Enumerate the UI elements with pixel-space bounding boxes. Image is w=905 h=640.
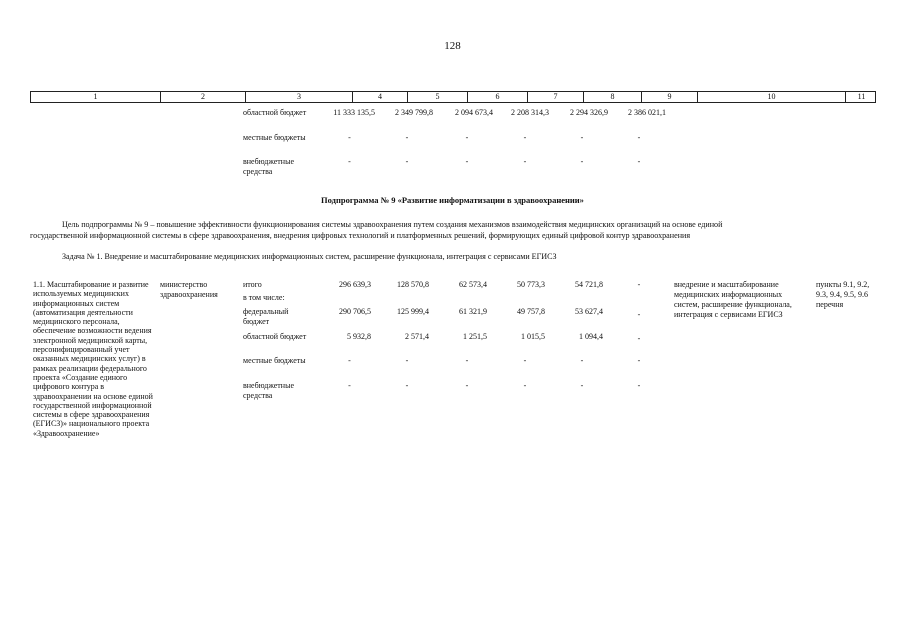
value-cell: - xyxy=(523,356,527,365)
header-col-5: 5 xyxy=(408,92,468,102)
subprogram-title: Подпрограмма № 9 «Развитие информатизации в здравоохранении» xyxy=(321,195,584,205)
value-cell: 54 721,8 xyxy=(575,280,603,289)
value-cell: 1 015,5 xyxy=(521,332,545,341)
header-col-9: 9 xyxy=(642,92,698,102)
header-col-11: 11 xyxy=(857,92,866,101)
value-cell: 296 639,3 xyxy=(339,280,371,289)
value-cell: - xyxy=(637,310,641,319)
value-cell: 2 386 021,1 xyxy=(628,108,666,117)
value-cell: - xyxy=(465,133,469,142)
value-cell: 128 570,8 xyxy=(397,280,429,289)
funding-source: областной бюджет xyxy=(243,108,307,117)
value-cell: - xyxy=(637,133,641,142)
value-cell: 53 627,4 xyxy=(575,307,603,316)
value-cell: - xyxy=(637,157,641,166)
header-col-1: 1 xyxy=(31,92,161,102)
header-col-10: 10 xyxy=(698,92,846,102)
value-cell: - xyxy=(405,157,409,166)
value-cell: - xyxy=(580,381,584,390)
page-number: 128 xyxy=(444,40,461,52)
value-cell: - xyxy=(580,133,584,142)
funding-source: местные бюджеты xyxy=(243,133,306,142)
value-cell: - xyxy=(348,157,351,166)
value-cell: 2 349 799,8 xyxy=(395,108,433,117)
measure-name: 1.1. Масштабирование и развитие используемых медицинских информационных систем (автоматизация деятельности медицинского персонала, обеспечение возможности ведения электронной медицинской карты, персонифицированный учет оказанных медицинских услуг) в рамках реализации федерального проекта «Создание единого цифрового контура в здравоохранении на основе единой государственной информационной системы в сфере здравоохранения (ЕГИСЗ)» национального проекта «Здравоохранение» xyxy=(33,280,153,438)
value-cell: - xyxy=(465,356,469,365)
value-cell: - xyxy=(523,157,527,166)
value-cell: 61 321,9 xyxy=(459,307,487,316)
task-title: Задача № 1. Внедрение и масштабирование медицинских информационных систем, расширение функционала, интеграция с сервисами ЕГИСЗ xyxy=(62,252,557,261)
value-cell: - xyxy=(523,381,527,390)
funding-source: областной бюджет xyxy=(243,332,307,341)
executor: министерство здравоохранения xyxy=(160,280,218,299)
table-header xyxy=(30,91,876,103)
value-cell: 2 571,4 xyxy=(405,332,429,341)
header-col-2: 2 xyxy=(161,92,246,102)
value-cell: 50 773,3 xyxy=(517,280,545,289)
value-cell: 11 333 135,5 xyxy=(333,108,375,117)
goal-text-continued: государственной информационной системы в сфере здравоохранения, внедрения цифровых технологий и платформенных решений, формирующих единый цифровой контур здравоохранения xyxy=(30,231,691,240)
value-cell: - xyxy=(405,356,409,365)
value-cell: 1 094,4 xyxy=(579,332,603,341)
funding-source: федеральный бюджет xyxy=(243,307,289,326)
funding-source: внебюджетные средства xyxy=(243,157,294,176)
value-cell: - xyxy=(523,133,527,142)
funding-subheader: в том числе: xyxy=(243,293,285,302)
value-cell: - xyxy=(405,133,409,142)
value-cell: 125 999,4 xyxy=(397,307,429,316)
value-cell: - xyxy=(637,356,641,365)
value-cell: - xyxy=(637,334,641,343)
value-cell: - xyxy=(580,356,584,365)
expected-result: внедрение и масштабирование медицинских информационных систем, расширение функционала, интеграция с сервисами ЕГИСЗ xyxy=(674,280,792,319)
value-cell: 2 294 326,9 xyxy=(570,108,608,117)
value-cell: 2 208 314,3 xyxy=(511,108,549,117)
value-cell: - xyxy=(465,381,469,390)
header-col-8: 8 xyxy=(584,92,642,102)
value-cell: - xyxy=(348,381,351,390)
header-col-3: 3 xyxy=(246,92,353,102)
value-cell: - xyxy=(405,381,409,390)
value-cell: 2 094 673,4 xyxy=(455,108,493,117)
value-cell: - xyxy=(465,157,469,166)
value-cell: 5 932,8 xyxy=(347,332,371,341)
value-cell: 49 757,8 xyxy=(517,307,545,316)
header-col-6: 6 xyxy=(468,92,528,102)
header-col-4: 4 xyxy=(353,92,408,102)
value-cell: 1 251,5 xyxy=(463,332,487,341)
funding-source: внебюджетные средства xyxy=(243,381,294,400)
funding-source: итого xyxy=(243,280,262,289)
value-cell: 290 706,5 xyxy=(339,307,371,316)
value-cell: - xyxy=(348,133,351,142)
value-cell: - xyxy=(637,280,641,289)
indicator-refs: пункты 9.1, 9.2, 9.3, 9.4, 9.5, 9.6 перечня xyxy=(816,280,870,309)
funding-source: местные бюджеты xyxy=(243,356,306,365)
header-col-7: 7 xyxy=(528,92,584,102)
value-cell: - xyxy=(637,381,641,390)
goal-text: Цель подпрограммы № 9 – повышение эффективности функционирования системы здравоохранения путем создания механизмов взаимодействия медицинских организаций на основе единой xyxy=(62,220,723,229)
value-cell: 62 573,4 xyxy=(459,280,487,289)
value-cell: - xyxy=(348,356,351,365)
value-cell: - xyxy=(580,157,584,166)
